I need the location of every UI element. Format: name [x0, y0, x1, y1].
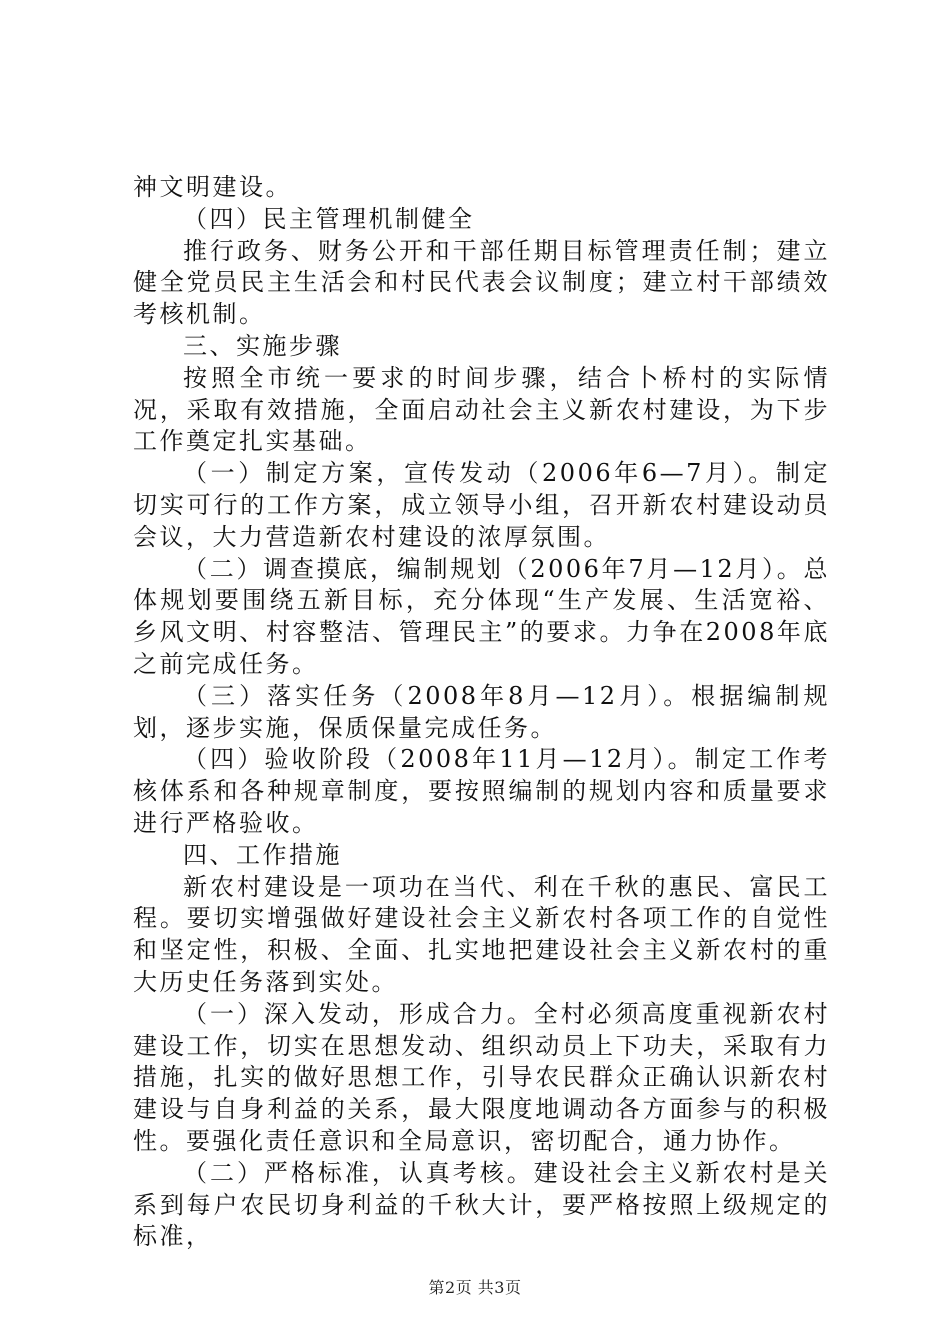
step-3-paragraph: （三）落实任务（2008年8月—12月）。根据编制规划，逐步实施，保质保量完成任务。 [133, 681, 830, 742]
step-2-paragraph: （二）调查摸底，编制规划（2006年7月—12月）。总体规划要围绕五新目标，充分体现“生产发展、生活宽裕、乡风文明、村容整洁、管理民主”的要求。力争在2008年底之前完成任务。 [133, 554, 830, 678]
subheading-democratic-management: （四）民主管理机制健全 [183, 204, 475, 233]
measure-2-paragraph: （二）严格标准，认真考核。建设社会主义新农村是关系到每户农民切身利益的千秋大计，要严格按照上级规定的标准， [133, 1158, 830, 1251]
section-heading-work-measures: 四、工作措施 [183, 840, 342, 869]
paragraph-5: 按照全市统一要求的时间步骤，结合卜桥村的实际情况，采取有效措施，全面启动社会主义新农村建设，为下步工作奠定扎实基础。 [133, 363, 830, 456]
page-footer: 第2页 共3页 [428, 1278, 522, 1297]
section-heading-implementation-steps: 三、实施步骤 [183, 331, 342, 360]
step-4-paragraph: （四）验收阶段（2008年11月—12月）。制定工作考核体系和各种规章制度，要按照编制的规划内容和质量要求进行严格验收。 [133, 745, 830, 837]
paragraph-1: 神文明建设。 [133, 173, 292, 201]
measure-1-paragraph: （一）深入发动，形成合力。全村必须高度重视新农村建设工作，切实在思想发动、组织动员上下功夫，采取有力措施，扎实的做好思想工作，引导农民群众正确认识新农村建设与自身利益的关系，最大限度地调动各方面参与的积极性。要强化责任意识和全局意识，密切配合，通力协作。 [133, 999, 830, 1155]
paragraph-11: 新农村建设是一项功在当代、利在千秋的惠民、富民工程。要切实增强做好建设社会主义新农村各项工作的自觉性和坚定性，积极、全面、扎实地把建设社会主义新农村的重大历史任务落到实处。 [133, 872, 830, 996]
step-1-paragraph: （一）制定方案，宣传发动（2006年6—7月）。制定切实可行的工作方案，成立领导小组，召开新农村建设动员会议，大力营造新农村建设的浓厚氛围。 [133, 459, 830, 551]
paragraph-3: 推行政务、财务公开和干部任期目标管理责任制；建立健全党员民主生活会和村民代表会议制度；建立村干部绩效考核机制。 [133, 236, 830, 329]
document-body [133, 172, 830, 1253]
